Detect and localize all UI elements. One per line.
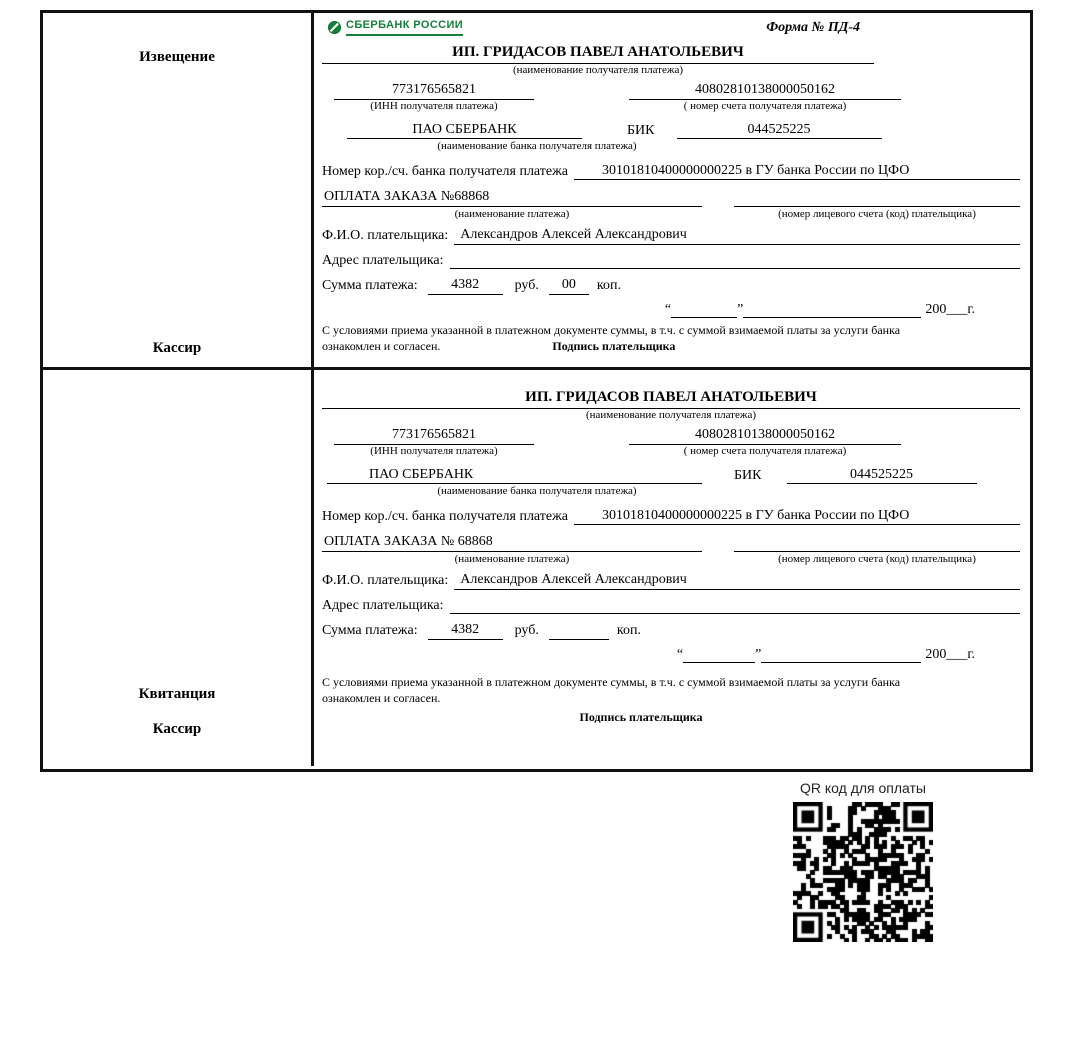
date-row [322, 646, 975, 664]
payer-address-value [450, 597, 1020, 614]
bik-label: БИК [627, 122, 655, 138]
date-month-line [743, 301, 921, 318]
payee-inn-value: 773176565821 [334, 426, 534, 445]
agreement-line2: ознакомлен и согласен. [322, 338, 441, 353]
payment-purpose-row [322, 533, 1020, 552]
qr-code [793, 802, 933, 942]
payee-inn-value: 773176565821 [334, 81, 534, 100]
agreement-line2: ознакомлен и согласен. [322, 690, 441, 705]
qr-caption: QR код для оплаты [799, 780, 926, 796]
sberbank-logo-icon [328, 21, 341, 34]
corr-account-label: Номер кор./сч. банка получателя платежа [322, 163, 568, 179]
bank-name-value: ПАО СБЕРБАНК [347, 121, 582, 140]
qr-block [788, 780, 938, 942]
agreement-block [322, 675, 1020, 706]
notice-left-column [43, 13, 314, 367]
receipt-body [314, 370, 1030, 766]
notice-header-row [322, 19, 1020, 41]
payer-address-label: Адрес плательщика: [322, 597, 444, 613]
open-quote: “ [664, 301, 672, 317]
payee-name: ИП. ГРИДАСОВ ПАВЕЛ АНАТОЛЬЕВИЧ [322, 388, 1020, 409]
kop-label: коп. [616, 623, 641, 639]
bik-value: 044525225 [677, 121, 882, 140]
date-day-line [671, 301, 737, 318]
personal-account-line [734, 535, 1020, 552]
bik-label: БИК [734, 467, 762, 483]
payer-address-row [322, 252, 1020, 270]
payee-caption: (наименование получателя платежа) [585, 408, 757, 421]
notice-body [314, 13, 1030, 367]
purpose-captions-row [322, 553, 1020, 566]
form-number-label: Форма № ПД-4 [766, 20, 860, 35]
sum-kop-value [549, 623, 609, 640]
signature-label: Подпись плательщика [579, 709, 703, 724]
receipt-left-column [43, 370, 314, 766]
account-caption: ( номер счета получателя платежа) [683, 99, 847, 112]
open-quote: “ [676, 646, 684, 662]
pd4-form [40, 10, 1033, 772]
bank-caption: (наименование банка получателя платежа) [437, 140, 637, 153]
sberbank-logo [328, 19, 463, 36]
agreement-line1: С условиями приема указанной в платежном документе суммы, в т.ч. с суммой взимаемой платы за услуги банка [322, 323, 901, 338]
personal-account-caption: (номер лицевого счета (код) плательщика) [778, 552, 976, 565]
signature-row [322, 709, 1020, 727]
bank-name-value: ПАО СБЕРБАНК [327, 466, 702, 485]
sum-rub-value: 4382 [428, 621, 503, 640]
payee-block [322, 388, 1020, 421]
payer-name-value: Александров Алексей Александрович [454, 571, 1020, 590]
sum-label: Сумма платежа: [322, 623, 418, 639]
sum-label: Сумма платежа: [322, 278, 418, 294]
inn-account-row [322, 81, 1020, 112]
payee-account-value: 40802810138000050162 [629, 81, 901, 100]
close-quote: ” [755, 646, 762, 662]
sum-kop-value: 00 [549, 276, 589, 295]
date-month-line [761, 646, 921, 663]
year-label: 200___г. [925, 301, 975, 317]
receipt-cashier-label: Кассир [152, 721, 202, 737]
date-day-line [683, 646, 755, 663]
payee-block [322, 43, 874, 76]
corr-account-label: Номер кор./сч. банка получателя платежа [322, 508, 568, 524]
agreement-line1: С условиями приема указанной в платежном документе суммы, в т.ч. с суммой взимаемой платы за услуги банка [322, 675, 901, 690]
purpose-captions-row [322, 208, 1020, 221]
inn-caption: (ИНН получателя платежа) [370, 444, 498, 457]
corr-account-value: 30101810400000000225 в ГУ банка России по ЦФО [574, 162, 1020, 181]
payee-name: ИП. ГРИДАСОВ ПАВЕЛ АНАТОЛЬЕВИЧ [322, 43, 874, 64]
bank-caption: (наименование банка получателя платежа) [437, 485, 637, 498]
signature-label: Подпись плательщика [552, 338, 676, 353]
notice-section [43, 13, 1030, 370]
sberbank-logo-text: СБЕРБАНК РОССИИ [346, 19, 463, 36]
receipt-label: Квитанция [138, 686, 216, 702]
inn-account-row [322, 426, 1020, 457]
rub-label: руб. [514, 623, 539, 639]
personal-account-line [734, 190, 1020, 207]
date-row [322, 301, 975, 319]
corr-account-value: 30101810400000000225 в ГУ банка России по ЦФО [574, 507, 1020, 526]
payment-sum-row [322, 276, 1020, 295]
inn-caption: (ИНН получателя платежа) [370, 99, 498, 112]
payer-name-row [322, 226, 1020, 245]
inn-column [334, 426, 534, 457]
payee-caption: (наименование получателя платежа) [512, 63, 684, 76]
close-quote: ” [737, 301, 744, 317]
payment-sum-row [322, 621, 1020, 640]
year-label: 200___г. [925, 646, 975, 662]
receipt-section [43, 370, 1030, 766]
bik-value: 044525225 [787, 466, 977, 485]
account-column [629, 426, 901, 457]
corr-account-row [322, 162, 1020, 181]
purpose-caption: (наименование платежа) [454, 552, 570, 565]
payment-purpose-row [322, 188, 1020, 207]
payer-address-row [322, 597, 1020, 615]
account-caption: ( номер счета получателя платежа) [683, 444, 847, 457]
bank-row [322, 466, 1020, 485]
inn-column [334, 81, 534, 112]
personal-account-caption: (номер лицевого счета (код) плательщика) [778, 207, 976, 220]
agreement-line2-row [322, 339, 1020, 355]
payer-name-value: Александров Алексей Александрович [454, 226, 1020, 245]
payer-name-label: Ф.И.О. плательщика: [322, 228, 449, 244]
payer-address-value [450, 252, 1020, 269]
notice-label: Извещение [139, 49, 215, 65]
payment-purpose-value: ОПЛАТА ЗАКАЗА № 68868 [322, 533, 702, 552]
purpose-caption: (наименование платежа) [454, 207, 570, 220]
payer-address-label: Адрес плательщика: [322, 252, 444, 268]
payment-purpose-value: ОПЛАТА ЗАКАЗА №68868 [322, 188, 702, 207]
account-column [629, 81, 901, 112]
kop-label: коп. [596, 278, 621, 294]
payer-name-row [322, 571, 1020, 590]
sum-rub-value: 4382 [428, 276, 503, 295]
rub-label: руб. [514, 278, 539, 294]
payee-account-value: 40802810138000050162 [629, 426, 901, 445]
agreement-block [322, 323, 1020, 354]
bank-row [322, 121, 1020, 140]
payer-name-label: Ф.И.О. плательщика: [322, 573, 449, 589]
corr-account-row [322, 507, 1020, 526]
notice-cashier-label: Кассир [152, 340, 202, 356]
